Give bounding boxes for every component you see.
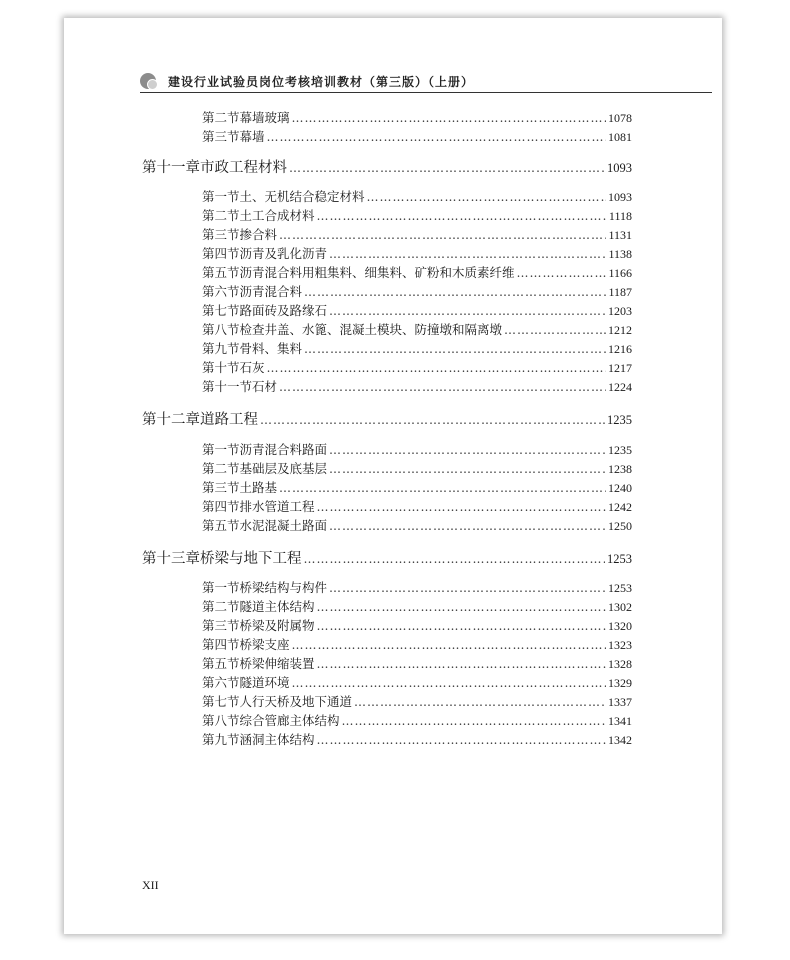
- section-title: 隧道环境: [239, 675, 290, 690]
- toc-section-entry[interactable]: [202, 320, 632, 338]
- section-number: 第二节: [202, 208, 240, 223]
- toc-section-entry[interactable]: [202, 339, 632, 357]
- section-title: 隧道主体结构: [239, 599, 315, 614]
- section-number: 第一节: [202, 442, 240, 457]
- section-number: 第二节: [202, 110, 240, 125]
- publisher-logo-icon: [140, 72, 158, 90]
- book-page: [64, 18, 722, 934]
- toc-section-entry[interactable]: [202, 358, 632, 376]
- section-number: 第四节: [202, 246, 240, 261]
- section-title: 掺合料: [239, 227, 278, 242]
- page-number: 1320: [608, 619, 632, 633]
- section-number: 第二节: [202, 461, 240, 476]
- toc-section-entry[interactable]: [202, 377, 632, 395]
- section-title: 水泥混凝土路面: [239, 518, 328, 533]
- page-number: 1138: [608, 247, 632, 261]
- section-number: 第八节: [202, 713, 240, 728]
- toc-section-entry[interactable]: [202, 654, 632, 672]
- section-number: 第四节: [202, 499, 240, 514]
- chapter-number: 第十三章: [142, 551, 200, 567]
- section-number: 第五节: [202, 265, 240, 280]
- page-number: 1242: [608, 500, 632, 514]
- section-title: 骨料、集料: [239, 341, 303, 356]
- section-title: 桥梁及附属物: [239, 618, 315, 633]
- section-number: 第五节: [202, 518, 240, 533]
- section-title: 涵洞主体结构: [239, 732, 315, 747]
- page-number: 1253: [608, 581, 632, 595]
- section-number: 第七节: [202, 303, 240, 318]
- page-number: 1078: [608, 111, 632, 125]
- section-number: 第五节: [202, 656, 240, 671]
- section-title: 桥梁支座: [239, 637, 290, 652]
- section-title: 石灰: [239, 360, 265, 375]
- page-number: 1253: [607, 552, 632, 566]
- page-number: 1323: [608, 638, 632, 652]
- toc-section-entry[interactable]: [202, 673, 632, 691]
- section-title: 土工合成材料: [239, 208, 315, 223]
- section-number: 第四节: [202, 637, 240, 652]
- toc-section-entry[interactable]: [202, 635, 632, 653]
- page-number: 1203: [608, 304, 632, 318]
- section-title: 检查井盖、水篦、混凝土模块、防撞墩和隔离墩: [239, 322, 503, 337]
- section-number: 第三节: [202, 480, 240, 495]
- section-number: 第六节: [202, 284, 240, 299]
- toc-section-entry[interactable]: [202, 187, 632, 205]
- toc-section-entry[interactable]: [202, 301, 632, 319]
- section-title: 沥青混合料: [239, 284, 303, 299]
- page-number: 1093: [608, 190, 632, 204]
- section-title: 石材: [252, 379, 278, 394]
- section-number: 第七节: [202, 694, 240, 709]
- page-number: 1131: [608, 228, 632, 242]
- page-number: 1166: [608, 266, 632, 280]
- running-header: [140, 70, 712, 93]
- section-title: 桥梁结构与构件: [239, 580, 328, 595]
- section-title: 人行天桥及地下通道: [239, 694, 353, 709]
- section-number: 第三节: [202, 129, 240, 144]
- page-number: 1329: [608, 676, 632, 690]
- toc-section-entry[interactable]: [202, 206, 632, 224]
- page-number: 1081: [608, 130, 632, 144]
- page-number: 1235: [607, 413, 632, 427]
- toc-section-entry[interactable]: [202, 578, 632, 596]
- page-folio: XII: [142, 878, 159, 892]
- toc-chapter-entry[interactable]: [142, 408, 632, 430]
- section-number: 第三节: [202, 618, 240, 633]
- toc-section-entry[interactable]: [202, 459, 632, 477]
- section-number: 第十节: [202, 360, 240, 375]
- section-number: 第八节: [202, 322, 240, 337]
- section-title: 综合管廊主体结构: [239, 713, 340, 728]
- toc-section-entry[interactable]: [202, 263, 632, 281]
- header-title: 建设行业试验员岗位考核培训教材（第三版）（上册）: [168, 74, 475, 89]
- section-number: 第九节: [202, 732, 240, 747]
- toc-section-entry[interactable]: [202, 597, 632, 615]
- chapter-title: 道路工程: [200, 412, 258, 428]
- toc-section-entry[interactable]: [202, 497, 632, 515]
- toc-chapter-entry[interactable]: [142, 156, 632, 178]
- toc-section-entry[interactable]: [202, 127, 632, 145]
- page-number: 1216: [608, 342, 632, 356]
- page-number: 1342: [608, 733, 632, 747]
- toc-section-entry[interactable]: [202, 692, 632, 710]
- page-number: 1224: [608, 380, 632, 394]
- toc-section-entry[interactable]: [202, 108, 632, 126]
- section-title: 基础层及底基层: [239, 461, 328, 476]
- page-number: 1250: [608, 519, 632, 533]
- section-title: 幕墙: [239, 129, 265, 144]
- page-number: 1093: [607, 161, 632, 175]
- toc-section-entry[interactable]: [202, 440, 632, 458]
- toc-section-entry[interactable]: [202, 225, 632, 243]
- toc-section-entry[interactable]: [202, 478, 632, 496]
- page-number: 1238: [608, 462, 632, 476]
- toc-chapter-entry[interactable]: [142, 547, 632, 569]
- chapter-title: 市政工程材料: [200, 160, 287, 176]
- page-number: 1212: [608, 323, 632, 337]
- page-number: 1118: [608, 209, 632, 223]
- section-number: 第二节: [202, 599, 240, 614]
- chapter-number: 第十二章: [142, 412, 200, 428]
- toc-section-entry[interactable]: [202, 730, 632, 748]
- section-title: 桥梁伸缩装置: [239, 656, 315, 671]
- section-title: 幕墙玻璃: [239, 110, 290, 125]
- page-number: 1341: [608, 714, 632, 728]
- toc-section-entry[interactable]: [202, 711, 632, 729]
- page-number: 1328: [608, 657, 632, 671]
- section-number: 第一节: [202, 580, 240, 595]
- toc-section-entry[interactable]: [202, 516, 632, 534]
- section-number: 第六节: [202, 675, 240, 690]
- page-number: 1337: [608, 695, 632, 709]
- page-number: 1240: [608, 481, 632, 495]
- section-title: 土、无机结合稳定材料: [239, 189, 365, 204]
- page-number: 1235: [608, 443, 632, 457]
- section-number: 第十一节: [202, 379, 253, 394]
- section-title: 沥青及乳化沥青: [239, 246, 328, 261]
- page-number: 1302: [608, 600, 632, 614]
- toc-section-entry[interactable]: [202, 616, 632, 634]
- section-title: 路面砖及路缘石: [239, 303, 328, 318]
- section-number: 第三节: [202, 227, 240, 242]
- section-number: 第九节: [202, 341, 240, 356]
- chapter-title: 桥梁与地下工程: [200, 551, 302, 567]
- section-title: 土路基: [239, 480, 278, 495]
- page-number: 1187: [608, 285, 632, 299]
- chapter-number: 第十一章: [142, 160, 200, 176]
- section-title: 沥青混合料用粗集料、细集料、矿粉和木质素纤维: [239, 265, 515, 280]
- toc-section-entry[interactable]: [202, 244, 632, 262]
- section-number: 第一节: [202, 189, 240, 204]
- page-number: 1217: [608, 361, 632, 375]
- section-title: 排水管道工程: [239, 499, 315, 514]
- section-title: 沥青混合料路面: [239, 442, 328, 457]
- toc-section-entry[interactable]: [202, 282, 632, 300]
